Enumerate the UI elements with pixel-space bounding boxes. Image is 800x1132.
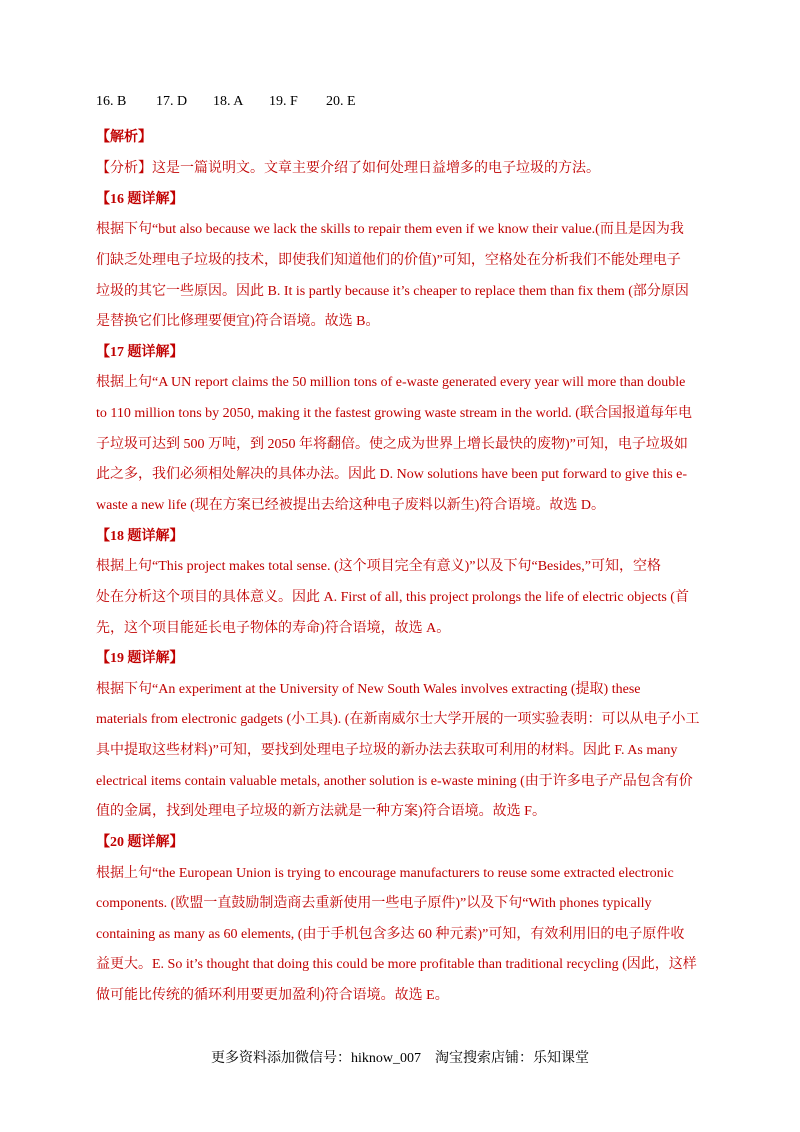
analysis-heading: 【解析】 — [96, 130, 152, 145]
q19-line: electrical items contain valuable metals, another solution is e-waste mining (由于许多电子产品包含有价 — [96, 774, 693, 789]
q17-heading: 【17 题详解】 — [96, 345, 184, 360]
q20-line: 做可能比传统的循环利用要更加盈利)符合语境。故选 E。 — [96, 988, 449, 1003]
q19-line: materials from electronic gadgets (小工具). (在新南威尔士大学开展的一项实验表明：可以从电子小工 — [96, 712, 700, 727]
q16-line: 是替换它们比修理要便宜)符合语境。故选 B。 — [96, 314, 380, 329]
q19-heading: 【19 题详解】 — [96, 651, 184, 666]
q16-line: 垃圾的其它一些原因。因此 B. It is partly because it’s cheaper to replace them than fix them (部分原因 — [96, 284, 689, 299]
q20-line: 益更大。E. So it’s thought that doing this could be more profitable than traditional recycling (因此，这样 — [96, 957, 697, 972]
answer-17: 17. D — [156, 94, 188, 109]
answer-16: 16. B — [96, 94, 127, 109]
q17-line: to 110 million tons by 2050, making it the fastest growing waste stream in the world. (联合国报道每年电 — [96, 406, 692, 421]
q18-heading: 【18 题详解】 — [96, 529, 184, 544]
answer-key — [96, 94, 356, 110]
answer-18: 18. A — [213, 94, 244, 109]
q18-line: 先，这个项目能延长电子物体的寿命)符合语境，故选 A。 — [96, 621, 451, 636]
q20-line: containing as many as 60 elements, (由于手机包含多达 60 种元素)”可知，有效利用旧的电子原件收 — [96, 927, 685, 942]
q17-line: 子垃圾可达到 500 万吨，到 2050 年将翻倍。使之成为世界上增长最快的废物)”可知，电子垃圾如 — [96, 437, 688, 452]
q17-line: 此之多，我们必须相处解决的具体办法。因此 D. Now solutions have been put forward to give this e- — [96, 467, 688, 482]
q17-line: 根据上句“A UN report claims the 50 million tons of e-waste generated every year will more than double — [96, 375, 686, 390]
q20-heading: 【20 题详解】 — [96, 835, 184, 850]
summary-line: 【分析】这是一篇说明文。文章主要介绍了如何处理日益增多的电子垃圾的方法。 — [96, 161, 600, 176]
page-footer: 更多资料添加微信号：hiknow_007 淘宝搜索店铺：乐知课堂 — [211, 1051, 589, 1066]
q19-line: 具中提取这些材料)”可知，要找到处理电子垃圾的新办法去获取可利用的材料。因此 F. As many — [96, 743, 678, 758]
q20-line: 根据上句“the European Union is trying to encourage manufacturers to reuse some extracted electronic — [96, 866, 674, 881]
answer-20: 20. E — [326, 94, 356, 109]
q16-line: 根据下句“but also because we lack the skills to repair them even if we know their value.(而且是因为我 — [96, 222, 684, 237]
answer-19: 19. F — [269, 94, 298, 109]
q16-heading: 【16 题详解】 — [96, 192, 184, 207]
q18-line: 处在分析这个项目的具体意义。因此 A. First of all, this project prolongs the life of electric objects (首 — [96, 590, 689, 605]
q19-line: 根据下句“An experiment at the University of New South Wales involves extracting (提取) these — [96, 682, 641, 697]
q18-line: 根据上句“This project makes total sense. (这个项目完全有意义)”以及下句“Besides,”可知，空格 — [96, 559, 661, 574]
q20-line: components. (欧盟一直鼓励制造商去重新使用一些电子原件)”以及下句“With phones typically — [96, 896, 652, 911]
q16-line: 们缺乏处理电子垃圾的技术，即使我们知道他们的价值)”可知，空格处在分析我们不能处理电子 — [96, 253, 681, 268]
q19-line: 值的金属，找到处理电子垃圾的新方法就是一种方案)符合语境。故选 F。 — [96, 804, 546, 819]
q17-line: waste a new life (现在方案已经被提出去给这种电子废料以新生)符合语境。故选 D。 — [96, 498, 606, 513]
